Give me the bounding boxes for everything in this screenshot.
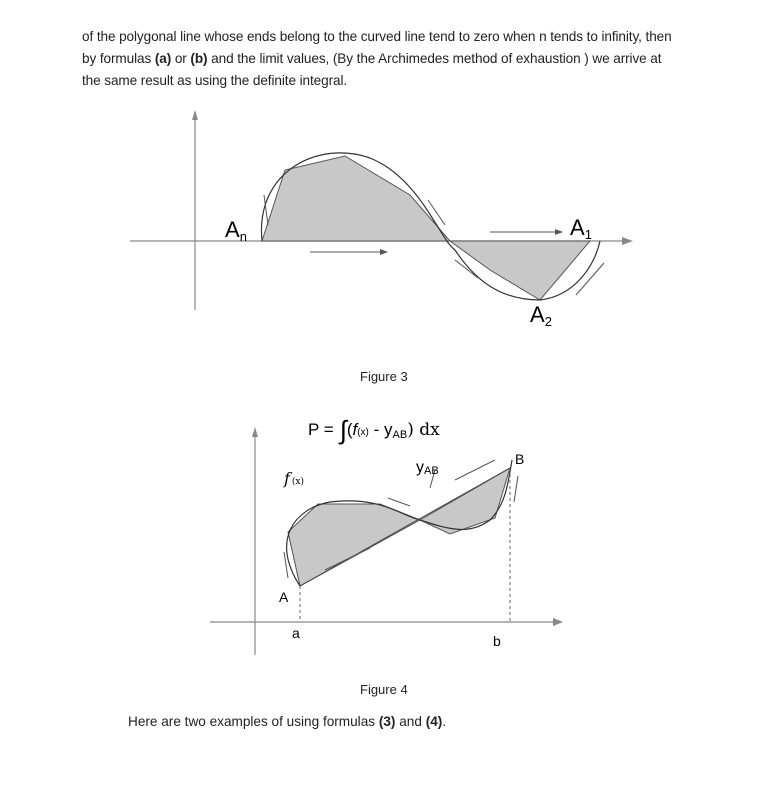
closing-text: Here are two examples of using formulas [128,714,379,729]
label-f: f (x) [284,469,305,488]
y-axis-arrow-icon [192,110,198,120]
figure-4 [0,410,767,670]
arrow-icon [455,460,495,480]
label-a1: A1 [570,215,592,242]
body-paragraph [82,26,682,92]
closing-paragraph [128,714,446,729]
figure-4-caption: Figure 4 [360,682,408,697]
paragraph-text: and the limit values, (By the Archimedes method of exhaustion ) we arrive at the same result as using the definite integral. [82,51,662,88]
label-A: A [279,589,289,605]
x-axis-arrow-icon [553,618,563,626]
formula-ref-3: (3) [378,714,396,729]
figure-3 [0,100,767,340]
x-axis-arrow-icon [622,237,633,245]
closing-text: . [442,714,447,729]
paragraph-text: of the polygonal line whose ends belong to the curved line tend to zero when n tends to infinity, then by formulas [82,29,672,66]
figure-3-caption: Figure 3 [360,369,408,384]
label-a: a [292,625,300,641]
arrow-icon [514,476,518,502]
formula-ref-a: (a) [154,51,172,66]
formula-ref-b: (b) [190,51,208,66]
paragraph-text: or [171,51,191,66]
label-yab: yAB [416,459,439,477]
label-b: b [493,633,501,649]
arrow-icon [455,260,478,278]
y-axis-arrow-icon [252,427,258,437]
label-an: An [225,217,247,244]
formula-p: P = ∫(f(x) - yAB) dx [308,415,440,445]
formula-ref-4: (4) [425,714,443,729]
polygon-area [262,156,590,300]
label-B: B [515,451,525,467]
closing-text: and [395,714,426,729]
arrow-icon [388,498,410,506]
label-a2: A2 [530,302,552,329]
